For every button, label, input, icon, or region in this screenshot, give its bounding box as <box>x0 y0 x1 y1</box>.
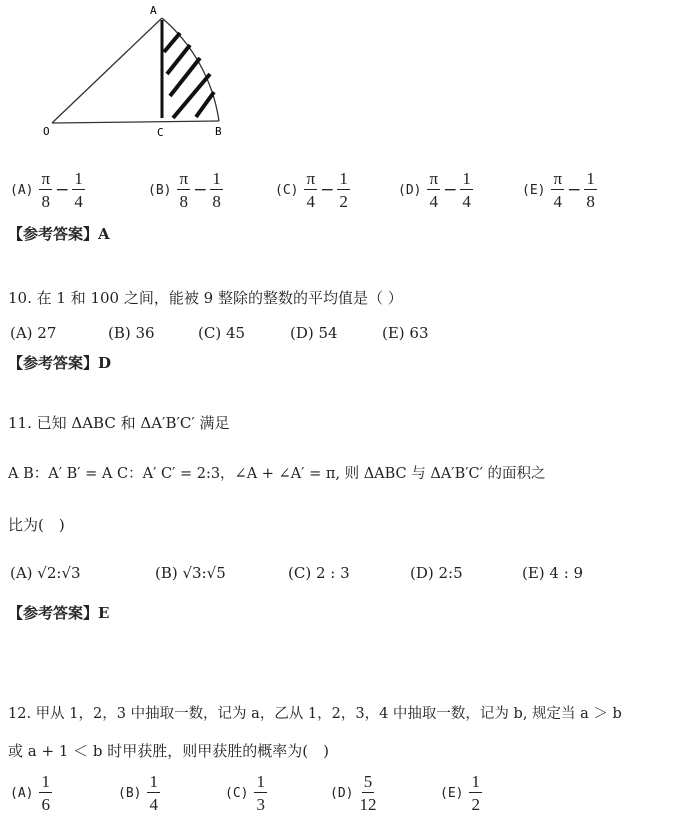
denominator: 6 <box>41 795 50 814</box>
fraction <box>72 170 85 210</box>
numerator: 5 <box>363 772 373 791</box>
numerator: π <box>179 169 189 188</box>
q11-option: (E) 4 : 9 <box>522 564 584 582</box>
denominator: 8 <box>212 192 221 211</box>
label-b: B <box>215 125 222 138</box>
option-label: (B) <box>148 182 172 198</box>
q12-option <box>440 773 482 813</box>
denominator: 3 <box>256 795 265 814</box>
fraction <box>469 773 482 813</box>
q12-option <box>225 773 267 813</box>
fraction <box>359 773 376 813</box>
option-label: (E) <box>440 785 464 801</box>
denominator: 4 <box>553 192 563 211</box>
fraction <box>337 170 350 210</box>
numerator: 1 <box>339 169 348 188</box>
q10-option: (A) 27 <box>10 324 57 342</box>
q9-option <box>522 170 597 210</box>
fraction <box>427 170 440 210</box>
option-label: (E) <box>522 182 546 198</box>
minus-sign: − <box>55 180 70 200</box>
q10-option: (D) 54 <box>290 324 338 342</box>
label-a: A <box>150 4 157 17</box>
q12-line1: 12. 甲从 1，2，3 中抽取一数，记为 a，乙从 1，2，3，4 中抽取一数，记为 b, 规定当 a ＞ b <box>8 706 622 722</box>
q12-option <box>10 773 52 813</box>
q9-answer: 【参考答案】A <box>8 225 110 243</box>
q9-option <box>275 170 350 210</box>
q11-option: (D) 2:5 <box>410 564 463 582</box>
q9-option <box>398 170 473 210</box>
numerator: 1 <box>256 772 265 791</box>
q10-option: (E) 63 <box>382 324 429 342</box>
q11-line3: 比为( ) <box>8 516 65 534</box>
fraction <box>39 170 52 210</box>
minus-sign: − <box>320 180 335 200</box>
numerator: 1 <box>471 772 480 791</box>
option-label: (B) <box>118 785 142 801</box>
fraction <box>177 170 190 210</box>
q10-option: (B) 36 <box>108 324 155 342</box>
option-label: (A) <box>10 182 34 198</box>
fraction <box>584 170 597 210</box>
denominator: 8 <box>41 192 51 211</box>
q9-option <box>148 170 223 210</box>
option-label: (D) <box>398 182 422 198</box>
numerator: π <box>429 169 439 188</box>
denominator: 4 <box>429 192 439 211</box>
denominator: 2 <box>471 795 480 814</box>
numerator: π <box>553 169 563 188</box>
denominator: 2 <box>339 192 348 211</box>
fraction <box>39 773 52 813</box>
option-label: (A) <box>10 785 34 801</box>
q11-option: (A) √2:√3 <box>10 564 81 582</box>
q11-line2: A B：A′ B′ = A C：A′ C′ = 2:3，∠A + ∠A′ = π, 则 ΔABC 与 ΔA′B′C′ 的面积之 <box>8 466 546 482</box>
q11-line1: 11. 已知 ΔABC 和 ΔA′B′C′ 满足 <box>8 414 230 432</box>
fraction <box>210 170 223 210</box>
denominator: 8 <box>586 192 595 211</box>
option-label: (D) <box>330 785 354 801</box>
fraction <box>551 170 564 210</box>
denominator: 4 <box>149 795 158 814</box>
denominator: 12 <box>359 795 377 814</box>
fraction <box>254 773 267 813</box>
denominator: 4 <box>462 192 471 211</box>
numerator: π <box>306 169 316 188</box>
q10-option: (C) 45 <box>198 324 246 342</box>
minus-sign: − <box>443 180 458 200</box>
fraction <box>460 170 473 210</box>
sector-figure <box>0 0 260 150</box>
fraction <box>147 773 160 813</box>
numerator: 1 <box>149 772 158 791</box>
label-o: O <box>43 125 50 138</box>
q12-option <box>330 773 376 813</box>
label-c: C <box>157 126 164 139</box>
q11-answer: 【参考答案】E <box>8 604 110 622</box>
q9-option <box>10 170 85 210</box>
numerator: 1 <box>586 169 595 188</box>
option-label: (C) <box>225 785 249 801</box>
q10-answer: 【参考答案】D <box>8 354 112 372</box>
minus-sign: − <box>193 180 208 200</box>
numerator: π <box>41 169 51 188</box>
numerator: 1 <box>74 169 83 188</box>
numerator: 1 <box>462 169 471 188</box>
q12-option <box>118 773 160 813</box>
q12-line2: 或 a + 1 ＜ b 时甲获胜，则甲获胜的概率为( ) <box>8 742 329 760</box>
denominator: 4 <box>74 192 83 211</box>
q10-question: 10. 在 1 和 100 之间，能被 9 整除的整数的平均值是（ ） <box>8 289 403 307</box>
denominator: 4 <box>306 192 316 211</box>
numerator: 1 <box>212 169 221 188</box>
numerator: 1 <box>41 772 50 791</box>
minus-sign: − <box>567 180 582 200</box>
fraction <box>304 170 317 210</box>
denominator: 8 <box>179 192 189 211</box>
q11-option: (B) √3:√5 <box>155 564 226 582</box>
option-label: (C) <box>275 182 299 198</box>
q11-option: (C) 2 : 3 <box>288 564 350 582</box>
